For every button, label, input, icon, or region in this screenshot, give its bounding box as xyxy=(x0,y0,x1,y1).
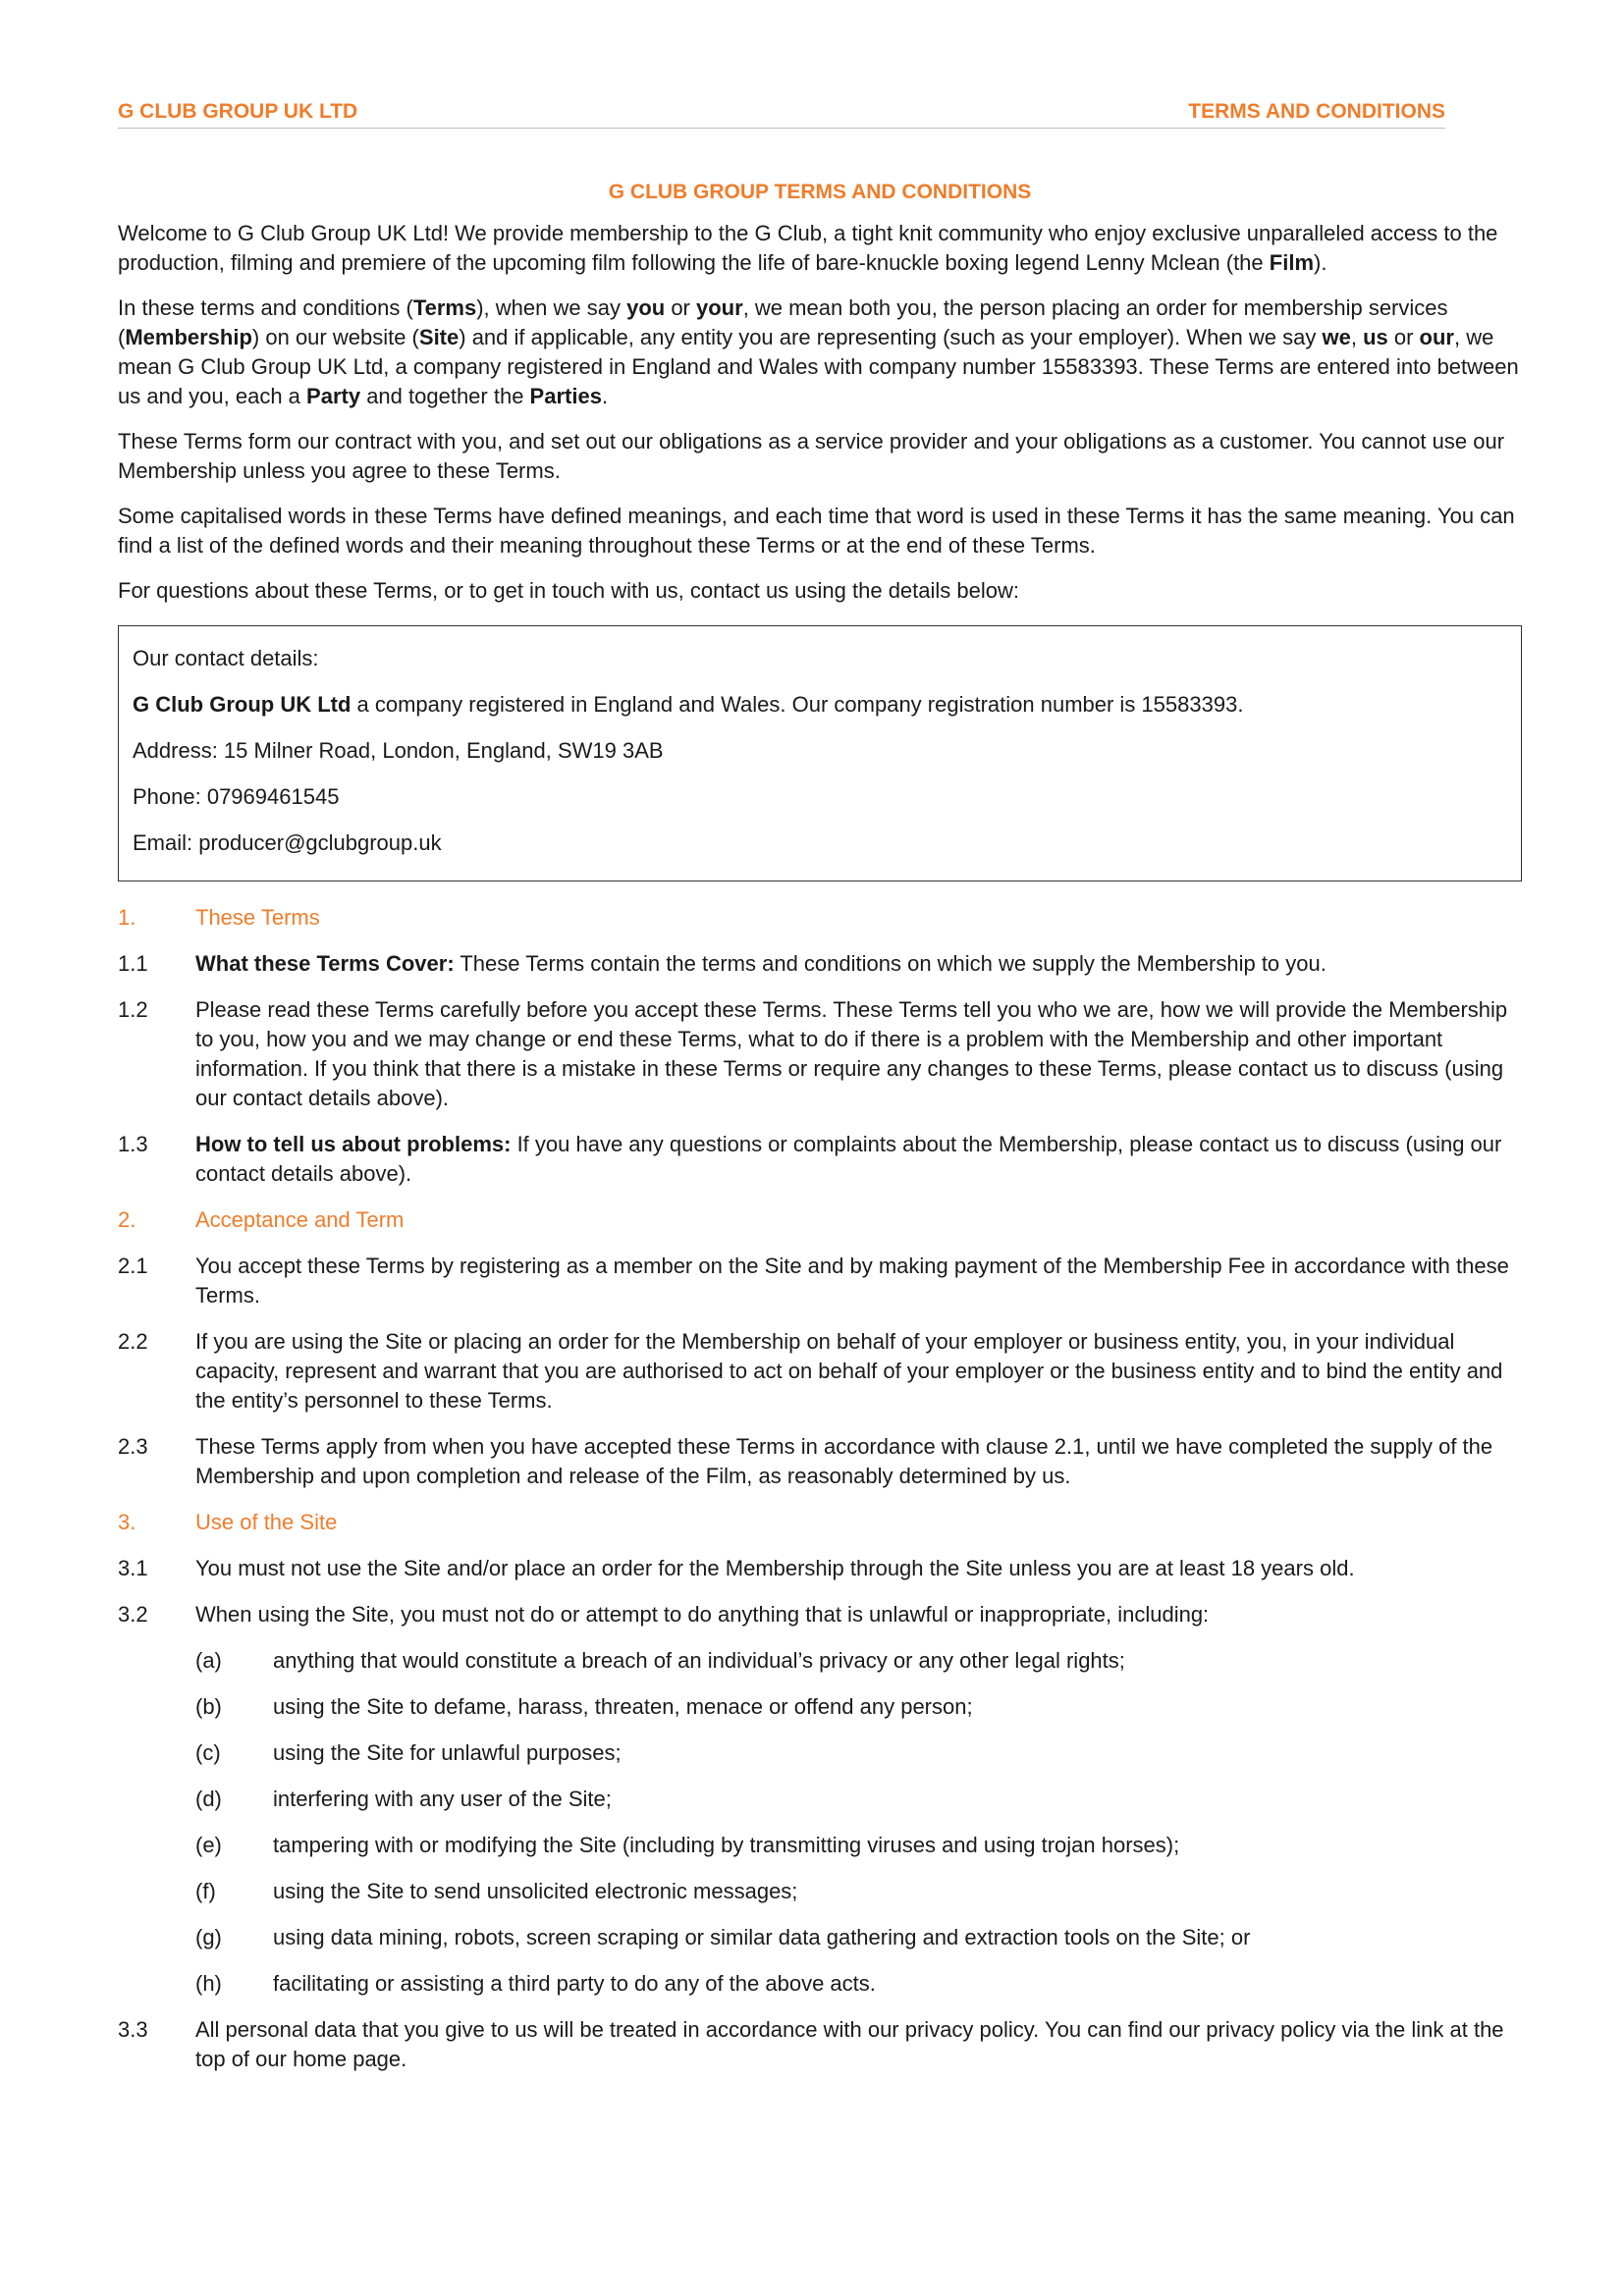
header-company: G CLUB GROUP UK LTD xyxy=(118,100,358,123)
document-title: G CLUB GROUP TERMS AND CONDITIONS xyxy=(608,181,1032,203)
clause-2-2: 2.2 If you are using the Site or placing an order for the Membership on behalf of your employer or business entity, you, in your individual capacity, represent and warrant that you are authorised to act on behalf of your employer or the business entity and to bind the entity and the entity’s personnel to these Terms. xyxy=(118,1329,1503,1413)
list-item-h: (h) facilitating or assisting a third party to do any of the above acts. xyxy=(195,1971,876,1996)
contact-address: Address: 15 Milner Road, London, England, SW19 3AB xyxy=(133,738,664,763)
list-item-a: (a) anything that would constitute a breach of an individual’s privacy or any other legal rights; xyxy=(195,1648,1125,1673)
clause-3-1: 3.1 You must not use the Site and/or place an order for the Membership through the Site unless you are at least 18 years old. xyxy=(118,1556,1355,1580)
clause-3-3: 3.3 All personal data that you give to us will be treated in accordance with our privacy policy. You can find our privacy policy via the link at the top of our home page. xyxy=(118,2017,1504,2071)
contact-email[interactable]: Email: producer@gclubgroup.uk xyxy=(133,830,442,855)
section-heading-2: 2. Acceptance and Term xyxy=(118,1207,405,1232)
section-heading-1: 1. These Terms xyxy=(118,905,320,930)
contact-company: G Club Group UK Ltd a company registered in England and Wales. Our company registration number is 15583393. xyxy=(133,692,1244,717)
contact-details-box xyxy=(118,625,1522,881)
list-item-c: (c) using the Site for unlawful purposes; xyxy=(195,1740,622,1765)
intro-paragraph-4: Some capitalised words in these Terms have defined meanings, and each time that word is used in these Terms it has the same meaning. You can find a list of the defined words and their meaning throughout these Terms or at the end of these Terms. xyxy=(118,504,1515,558)
clause-2-1: 2.1 You accept these Terms by registering as a member on the Site and by making payment of the Membership Fee in accordance with these Terms. xyxy=(118,1254,1509,1308)
list-item-f: (f) using the Site to send unsolicited electronic messages; xyxy=(195,1879,798,1903)
contact-heading: Our contact details: xyxy=(133,646,319,670)
intro-paragraph-1: Welcome to G Club Group UK Ltd! We provide membership to the G Club, a tight knit community who enjoy exclusive unparalleled access to the production, filming and premiere of the upcoming film following the life of bare-knuckle boxing legend Lenny Mclean (the Film). xyxy=(118,221,1498,275)
intro-paragraph-5: For questions about these Terms, or to get in touch with us, contact us using the details below: xyxy=(118,578,1019,603)
list-item-d: (d) interfering with any user of the Site; xyxy=(195,1787,612,1811)
list-item-b: (b) using the Site to defame, harass, threaten, menace or offend any person; xyxy=(195,1694,973,1719)
list-item-e: (e) tampering with or modifying the Site (including by transmitting viruses and using trojan horses); xyxy=(195,1833,1180,1857)
clause-3-2: 3.2 When using the Site, you must not do or attempt to do anything that is unlawful or inappropriate, including: xyxy=(118,1602,1210,1627)
intro-paragraph-3: These Terms form our contract with you, and set out our obligations as a service provider and your obligations as a customer. You cannot use our Membership unless you agree to these Terms. xyxy=(118,429,1505,483)
section-heading-3: 3. Use of the Site xyxy=(118,1510,338,1534)
clause-1-3: 1.3 How to tell us about problems: If you have any questions or complaints about the Membership, please contact us to discuss (using our contact details above). xyxy=(118,1132,1502,1186)
clause-1-1: 1.1 What these Terms Cover: These Terms contain the terms and conditions on which we supply the Membership to you. xyxy=(118,951,1326,976)
header-doc-type: TERMS AND CONDITIONS xyxy=(1188,100,1445,123)
page-header xyxy=(118,98,1445,129)
clause-1-2: 1.2 Please read these Terms carefully before you accept these Terms. These Terms tell you who we are, how we will provide the Membership to you, how you and we may change or end these Terms, what to do if there is a problem with the Membership and other important information. If you think that there is a mistake in these Terms or require any changes to these Terms, please contact us to discuss (using our contact details above). xyxy=(118,997,1508,1110)
contact-phone: Phone: 07969461545 xyxy=(133,784,340,809)
clause-2-3: 2.3 These Terms apply from when you have accepted these Terms in accordance with clause 2.1, until we have completed the supply of the Membership and upon completion and release of the Film, as reasonably determined by us. xyxy=(118,1434,1493,1488)
intro-paragraph-2: In these terms and conditions (Terms), when we say you or your, we mean both you, the person placing an order for membership services (Membership) on our website (Site) and if applicable, any entity you are representing (such as your employer). When we say we, us or our, we mean G Club Group UK Ltd, a company registered in England and Wales with company number 15583393. These Terms are entered into between us and you, each a Party and together the Parties. xyxy=(118,295,1519,408)
list-item-g: (g) using data mining, robots, screen scraping or similar data gathering and extraction tools on the Site; or xyxy=(195,1925,1251,1949)
